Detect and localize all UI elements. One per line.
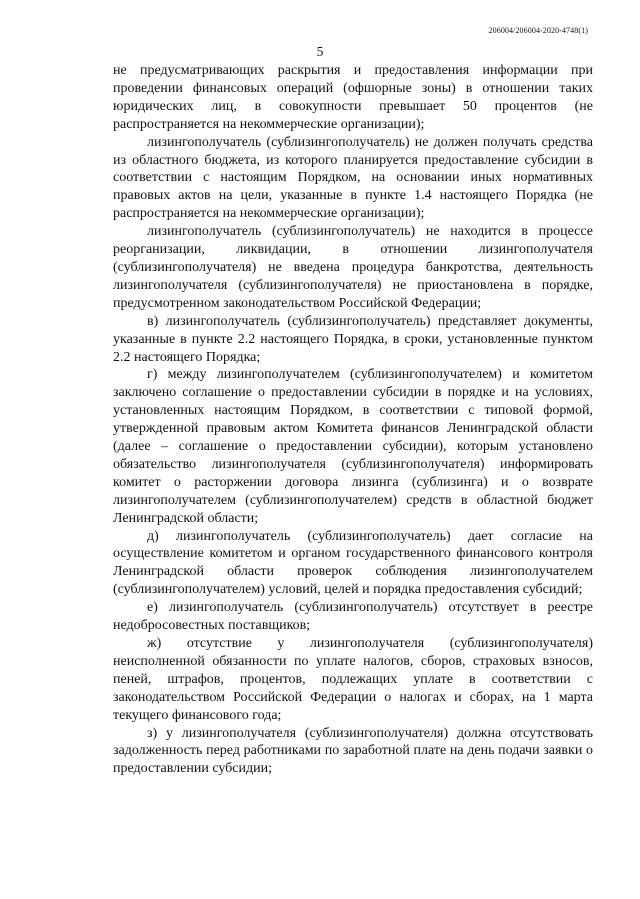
paragraph: в) лизингополучатель (сублизингополучатель) представляет документы, указанные в пункте 2.2 настоящего Порядка, в сроки, установленные пунктом 2.2 настоящего Порядка; [113, 313, 593, 365]
paragraph: з) у лизингополучателя (сублизингополучателя) должна отсутствовать задолженность перед работниками по заработной плате на день подачи заявки о предоставлении субсидии; [113, 725, 593, 777]
document-body [113, 62, 593, 778]
page-number: 5 [316, 44, 324, 59]
paragraph: не предусматривающих раскрытия и предоставления информации при проведении финансовых операций (офшорные зоны) в отношении таких юридических лиц, в совокупности превышает 50 процентов (не распространяется на некоммерческие организации); [113, 63, 593, 132]
paragraph: лизингополучатель (сублизингополучатель) не находится в процессе реорганизации, ликвидации, в отношении лизингополучателя (сублизингополучателя) не введена процедура банкротства, деятельность лизингополучателя (сублизингополучателя) не приостановлена в порядке, предусмотренном законодательством Российской Федерации; [113, 224, 593, 311]
document-id: 206004/206004-2020-4748(1) [488, 26, 588, 35]
paragraph: лизингополучатель (сублизингополучатель) не должен получать средства из областного бюджета, из которого планируется предоставление субсидии в соответствии с настоящим Порядком, на основании иных нормативных правовых актов на цели, указанные в пункте 1.4 настоящего Порядка (не распространяется на некоммерческие организации); [113, 134, 593, 222]
paragraph: д) лизингополучатель (сублизингополучатель) дает согласие на осуществление комитетом и органом государственного финансового контроля Ленинградской области проверок соблюдения лизингополучателем (сублизингополучателем) условий, целей и порядка предоставления субсидий; [113, 528, 593, 598]
paragraph: г) между лизингополучателем (сублизингополучателем) и комитетом заключено соглашение о предоставлении субсидии в порядке и на условиях, установленных настоящим Порядком, в соответствии с типовой формой, утвержденной правовым актом Комитета финансов Ленинградской области (далее – соглашение о предоставлении субсидии), которым установлено обязательство лизингополучателя (сублизингополучателя) информировать комитет о расторжении договора лизинга (сублизинга) и о возврате лизингополучателем (сублизингополучателем) средств в областной бюджет Ленинградской области; [113, 367, 593, 526]
paragraph: ж) отсутствие у лизингополучателя (сублизингополучателя) неисполненной обязанности по уплате налогов, сборов, страховых взносов, пеней, штрафов, процентов, подлежащих уплате в соответствии с законодательством Российской Федерации о налогах и сборах, на 1 марта текущего финансового года; [113, 636, 593, 723]
paragraph: е) лизингополучатель (сублизингополучатель) отсутствует в реестре недобросовестных поставщиков; [113, 600, 593, 634]
